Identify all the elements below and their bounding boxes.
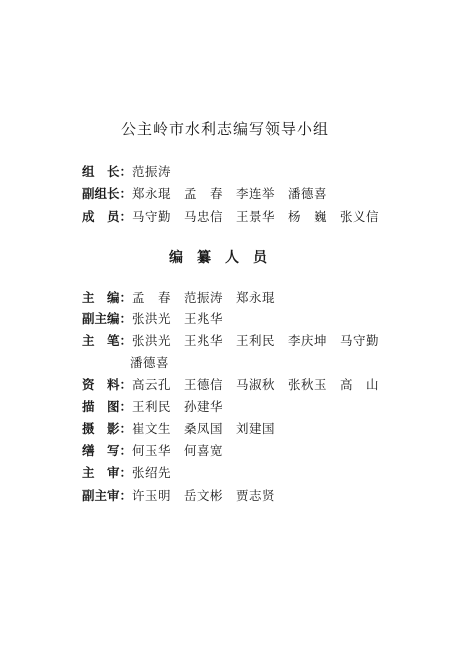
staff-row-label: 主 笔： xyxy=(82,333,133,348)
committee-row-members xyxy=(82,207,379,225)
committee-row-label: 组 长： xyxy=(82,164,133,179)
staff-row-label: 资 料： xyxy=(82,377,133,392)
committee-row-value: 马守勤 马忠信 王景华 杨 巍 张义信 xyxy=(132,209,380,224)
staff-row-value: 孟 春 范振涛 郑永琨 xyxy=(132,290,276,305)
staff-row-value: 张洪光 王兆华 xyxy=(132,311,224,326)
committee-row-label: 成 员： xyxy=(82,209,133,224)
staff-row-drafting xyxy=(82,397,223,415)
staff-row-value: 许玉明 岳文彬 贾志贤 xyxy=(132,488,276,503)
staff-row-lead-writer xyxy=(82,331,379,349)
staff-row-deputy-editor xyxy=(82,309,223,327)
staff-row-transcription xyxy=(82,441,223,459)
staff-row-value: 张绍先 xyxy=(132,465,172,480)
staff-row-label: 主 编： xyxy=(82,290,133,305)
staff-row-chief-editor xyxy=(82,288,275,306)
staff-row-label: 描 图： xyxy=(82,399,133,414)
committee-row-leader xyxy=(82,162,171,180)
committee-row-label: 副组长： xyxy=(82,186,133,201)
staff-row-label: 缮 写： xyxy=(82,443,133,458)
staff-row-photography xyxy=(82,419,275,437)
committee-row-value: 郑永琨 孟 春 李连举 潘德喜 xyxy=(132,186,328,201)
staff-row-materials xyxy=(82,375,379,393)
staff-title: 编纂人员 xyxy=(169,250,281,266)
staff-row-deputy-reviewer xyxy=(82,486,275,504)
staff-row-value: 崔文生 桑凤国 刘建国 xyxy=(132,421,276,436)
committee-row-deputy xyxy=(82,184,327,202)
staff-row-label: 主 审： xyxy=(82,465,133,480)
staff-row-label: 副主编： xyxy=(82,311,133,326)
committee-row-value: 范振涛 xyxy=(132,164,172,179)
committee-title: 公主岭市水利志编写领导小组 xyxy=(120,120,329,138)
staff-row-label: 副主审： xyxy=(82,488,133,503)
staff-row-label: 摄 影： xyxy=(82,421,133,436)
staff-row-chief-reviewer xyxy=(82,463,171,481)
staff-row-value: 高云孔 王德信 马淑秋 张秋玉 高 山 xyxy=(132,377,380,392)
staff-row-value: 何玉华 何喜宽 xyxy=(132,443,224,458)
staff-row-value: 张洪光 王兆华 王利民 李庆坤 马守勤 xyxy=(132,333,380,348)
staff-row-value: 王利民 孙建华 xyxy=(132,399,224,414)
staff-row-lead-writer-continued: 潘德喜 xyxy=(130,355,170,370)
